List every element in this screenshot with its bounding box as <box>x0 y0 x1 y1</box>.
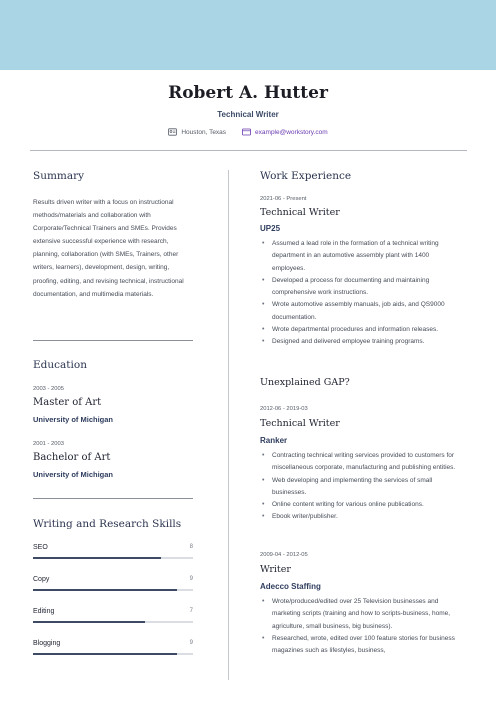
job-bullets <box>260 596 464 657</box>
section-divider <box>33 340 193 341</box>
education-school: University of Michigan <box>33 470 114 479</box>
job-bullet: • Wrote departmental procedures and information releases. <box>260 324 464 336</box>
job-dates: 2021-06 - Present <box>260 196 307 202</box>
skill-bar-fill <box>33 589 177 591</box>
job-company: Adecco Staffing <box>260 582 321 591</box>
job-bullet: • Contracting technical writing services provided to customers for miscellaneous corporate, manufacturing and publishing entities. <box>260 450 464 475</box>
skill-bar-fill <box>33 621 145 623</box>
contact-info <box>0 128 496 136</box>
education-heading: Education <box>33 359 87 371</box>
column-divider <box>228 170 229 680</box>
job-bullet: • Online content writing for various online publications. <box>260 499 464 511</box>
candidate-name: Robert A. Hutter <box>168 83 328 103</box>
job-bullet: • Designed and delivered employee training programs. <box>260 336 464 348</box>
gap-label: Unexplained GAP? <box>260 377 350 388</box>
job-bullet: • Ebook writer/publisher. <box>260 511 464 523</box>
skill-name: SEO <box>33 544 48 551</box>
skill-bar <box>33 621 193 623</box>
summary-text: Results driven writer with a focus on instructional methods/materials and collaboration with Corporate/Technical Trainers and SMEs. Provides extensive successful experience with research, planning, collaboration (with SMEs, Trainers, other writers, learners), development, design, writing, proofing, editing, and revising technical, instructional documentation, and multimedia materials. <box>33 199 184 298</box>
skill-bar <box>33 557 193 559</box>
candidate-title: Technical Writer <box>217 110 279 119</box>
job-bullet: • Researched, wrote, edited over 100 feature stories for business magazines such as lifestyles, business, <box>260 633 464 658</box>
job-dates: 2012-06 - 2019-03 <box>260 406 308 412</box>
education-dates: 2001 - 2003 <box>33 441 64 447</box>
job-bullet: • Wrote/produced/edited over 25 Television businesses and marketing scripts (training and how to scripts-business, home, agriculture, small business, big business). <box>260 596 464 633</box>
job-title: Writer <box>260 564 291 575</box>
skill-name: Editing <box>33 608 55 615</box>
job-bullet: • Developed a process for documenting and maintaining comprehensive work instructions. <box>260 275 464 300</box>
skill-bar-fill <box>33 653 177 655</box>
job-bullet: • Assumed a lead role in the formation of a technical writing department in an automotive assembly plant with 1400 employees. <box>260 238 464 275</box>
section-divider <box>33 498 193 499</box>
skills-heading: Writing and Research Skills <box>33 518 182 530</box>
skill-name: Blogging <box>33 640 61 647</box>
job-bullet: • Web developing and implementing the services of small businesses. <box>260 475 464 500</box>
location-text: Houston, Texas <box>181 128 227 136</box>
id-card-icon <box>168 128 177 136</box>
skill-level: 9 <box>189 640 193 646</box>
header-band <box>0 0 496 70</box>
education-degree: Master of Art <box>33 397 102 408</box>
skill-name: Copy <box>33 576 50 583</box>
education-school: University of Michigan <box>33 415 114 424</box>
skill-level: 7 <box>189 608 193 614</box>
email-link[interactable]: example@workstory.com <box>255 128 328 136</box>
skill-level: 8 <box>189 544 193 550</box>
skill-bar-fill <box>33 557 161 559</box>
job-bullets <box>260 450 464 524</box>
job-bullets <box>260 238 464 349</box>
job-bullet: • Wrote automotive assembly manuals, job aids, and QS9000 documentation. <box>260 299 464 324</box>
job-company: UP25 <box>260 224 281 233</box>
email-item[interactable] <box>242 128 328 136</box>
summary-heading: Summary <box>33 170 85 182</box>
experience-heading: Work Experience <box>260 170 352 182</box>
skill-level: 9 <box>189 576 193 582</box>
education-dates: 2003 - 2005 <box>33 386 64 392</box>
envelope-icon <box>242 128 251 136</box>
header-divider <box>30 150 467 151</box>
location-item <box>168 128 226 136</box>
job-title: Technical Writer <box>260 418 340 429</box>
skill-bar <box>33 653 193 655</box>
job-dates: 2009-04 - 2012-05 <box>260 552 308 558</box>
job-title: Technical Writer <box>260 207 340 218</box>
job-company: Ranker <box>260 436 288 445</box>
education-degree: Bachelor of Art <box>33 452 111 463</box>
skill-bar <box>33 589 193 591</box>
